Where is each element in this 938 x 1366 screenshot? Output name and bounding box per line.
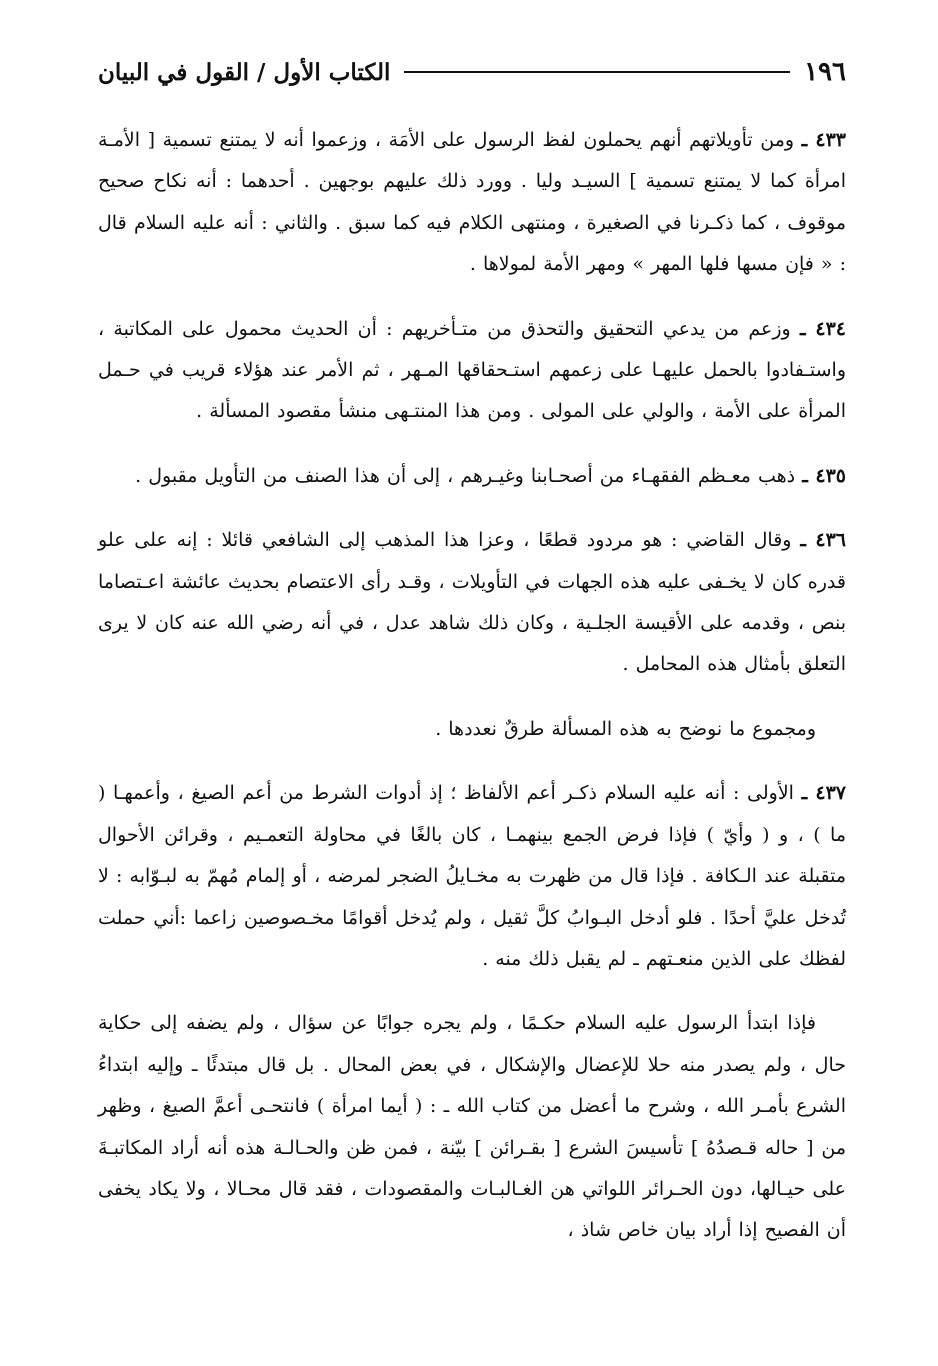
paragraph-437 [98,773,846,980]
page-body [98,120,846,1252]
paragraph-433 [98,120,846,286]
paragraph-text: وزعم من يدعي التحقيق والتحذق من متـأخريهم : أن الحديث محمول على المكاتبة ، واستـفادوا بالحمل عليهـا على زعمهم استـحقاقها المـهر ، ثم الأمر عند هؤلاء قريب في حـمل المرأة على الأمة ، والولي على المولى . ومن هذا المنتـهى منشأ مقصود المسألة . [98,317,846,423]
paragraph-continuation [98,1003,846,1251]
paragraph-434 [98,309,846,433]
paragraph-text: وقال القاضي : هو مردود قطعًا ، وعزا هذا المذهب إلى الشافعي قائلا : إنه على علو قدره كان لا يخـفى عليه هذه الجهات في التأويلات ، وقـد رأى الاعتصام بحديث عائشة اعـتصاما بنص ، وقدمه على الأقيسة الجلـية ، وكان ذلك شاهد عدل ، في أنه رضي الله عنه كان لا يرى التعلق بأمثال هذه المحامل . [98,529,846,676]
paragraph-number: ٤٣٥ ـ [802,464,846,487]
paragraph-number: ٤٣٦ ـ [800,529,846,552]
paragraph-number: ٤٣٣ ـ [801,129,847,151]
paragraph-436 [98,520,846,686]
paragraph-text: ومجموع ما نوضح به هذه المسألة طرقٌ نعددها . [435,717,816,740]
header-rule [404,71,790,73]
paragraph-435 [98,456,846,497]
paragraph-text: ذهب معـظم الفقهـاء من أصحـابنا وغيـرهم ، إلى أن هذا الصنف من التأويل مقبول . [135,464,796,487]
paragraph-text: الأولى : أنه عليه السلام ذكـر أعم الألفاظ ؛ إذ أدوات الشرط من أعم الصيغ ، وأعمهـا ( ما ) ، و ( وأيّ ) فإذا فرض الجمع بينهمـا ، كان بالغًا في محاولة التعمـيم ، وقرائن الأحوال متقبلة عند الـكافة . فإذا قال من ظهرت به مخـايلُ الضجر لمرضه ، أو إلمام مُهمّ به لبـوّابه : لا تُدخل عليَّ أحدًا . فلو أدخل البـوابُ كلَّ ثقيل ، ولم يُدخل أقوامًا مخـصوصين زاعما :أني حملت لفظك على الذين منعـتهم ـ لم يقبل ذلك منه . [98,782,846,970]
paragraph-summary [98,709,846,750]
paragraph-number: ٤٣٤ ـ [799,317,846,340]
running-title: الكتاب الأول / القول في البيان [98,58,391,86]
paragraph-text: فإذا ابتدأ الرسول عليه السلام حكـمًا ، ولم يجره جوابًا عن سؤال ، ولم يضفه إلى حكاية حال ، ولم يصدر منه حلا للإعضال والإشكال ، في بعض المحال . بل قال مبتدئًا ـ وإليه ابتداءُ الشرع بأمـر الله ، وشرح ما أعضل من كتاب الله ـ : ( أيما امرأة ) فانتحـى أعمَّ الصيغ ، وظهر من [ حاله قـصدُهُ ] تأسيسَ الشرع [ بقـرائن ] بيّنة ، فمن ظن والحـالـة هذه أنه أراد المكاتبـةَ على حيـالها، دون الحـرائر اللواتي هن الغـالبـات والمقصودات ، فقد قال محـالا ، ولا يكاد يخفى أن الفصيح إذا أراد بيان خاص شاذ ، [98,1012,846,1242]
paragraph-text: ومن تأويلاتهم أنهم يحملون لفظ الرسول على الأمَة ، وزعموا أنه لا يمتنع تسمية [ الأمـة امرأة كما لا يمتنع تسمية ] السيـد وليا . وورد ذلك عليهم بوجهين . أحدهما : أنه نكاح صحيح موقوف ، كما ذكـرنا في الصغيرة ، ومنتهى الكلام فيه كما سبق . والثاني : أنه عليه السلام قال : « فإن مسها فلها المهر » ومهر الأمة لمولاها . [98,129,846,276]
page-header [98,52,846,92]
paragraph-number: ٤٣٧ ـ [801,782,846,805]
page-number: ١٩٦ [804,57,846,87]
